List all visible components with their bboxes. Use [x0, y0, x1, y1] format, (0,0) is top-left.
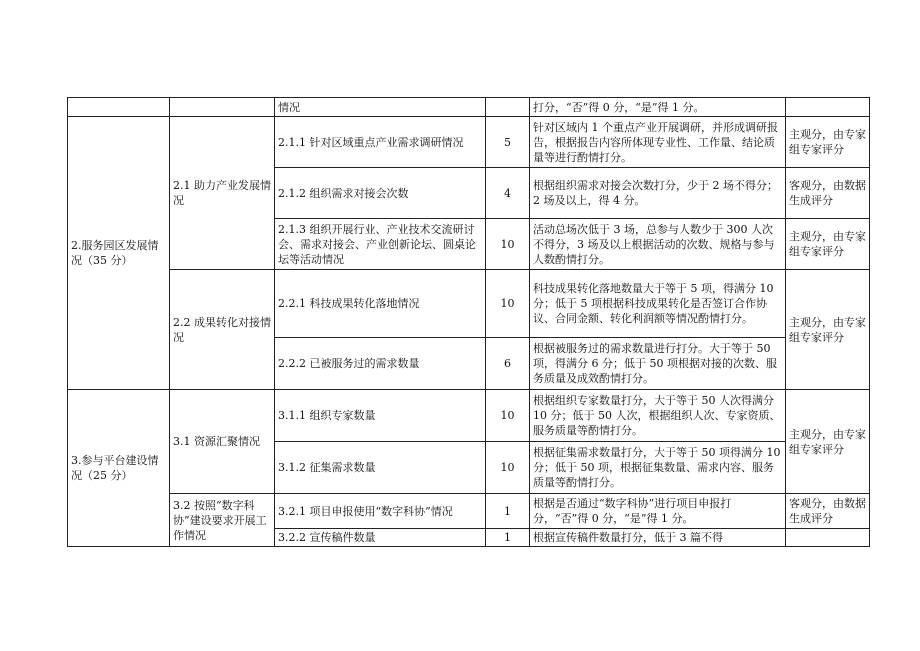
- item-cell: 2.1.3 组织开展行业、产业技术交流研讨会、需求对接会、产业创新论坛、圆桌论坛等活动情况: [275, 219, 486, 270]
- score-cell: [486, 98, 530, 117]
- item-cell: 2.2.1 科技成果转化落地情况: [275, 270, 486, 338]
- criteria-cell: 根据组织需求对接会次数打分，少于 2 场不得分；2 场及以上，得 4 分。: [530, 168, 786, 219]
- score-cell: 1: [486, 494, 530, 529]
- category-cell: 2.服务园区发展情况（35 分）: [68, 117, 170, 390]
- method-cell: 主观分，由专家组专家评分: [786, 219, 870, 270]
- method-cell: 主观分，由专家组专家评分: [786, 117, 870, 168]
- item-cell: 3.2.2 宣传稿件数量: [275, 529, 486, 547]
- criteria-cell: 根据征集需求数量打分，大于等于 50 项得满分 10 分；低于 50 项，根据征集数量、需求内容、服务质量等酌情打分。: [530, 442, 786, 494]
- subcategory-cell: 2.1 助力产业发展情况: [170, 117, 275, 270]
- category-cell: 3.参与平台建设情况（25 分）: [68, 390, 170, 547]
- score-cell: 10: [486, 219, 530, 270]
- method-cell: [786, 98, 870, 117]
- score-cell: 1: [486, 529, 530, 547]
- item-cell: 2.1.2 组织需求对接会次数: [275, 168, 486, 219]
- method-cell: 主观分，由专家组专家评分: [786, 390, 870, 494]
- table-row: [68, 270, 870, 338]
- table-row: [68, 390, 870, 442]
- criteria-cell: 根据宣传稿件数量打分，低于 3 篇不得: [530, 529, 786, 547]
- subcategory-cell: 3.1 资源汇聚情况: [170, 390, 275, 494]
- criteria-cell: 打分，“否”得 0 分，“是”得 1 分。: [530, 98, 786, 117]
- criteria-cell: 针对区域内 1 个重点产业开展调研，并形成调研报告，根据报告内容所体现专业性、工作量、结论质量等进行酌情打分。: [530, 117, 786, 168]
- subcategory-cell: 2.2 成果转化对接情况: [170, 270, 275, 390]
- criteria-cell: 根据组织专家数量打分，大于等于 50 人次得满分 10 分；低于 50 人次，根据组织人次、专家资质、服务质量等酌情打分。: [530, 390, 786, 442]
- score-cell: 5: [486, 117, 530, 168]
- table-row: [68, 494, 870, 529]
- category-cell: [68, 98, 170, 117]
- method-cell: 客观分，由数据生成评分: [786, 494, 870, 529]
- evaluation-table: [67, 97, 870, 547]
- item-cell: 情况: [275, 98, 486, 117]
- score-cell: 6: [486, 338, 530, 390]
- item-cell: 2.2.2 已被服务过的需求数量: [275, 338, 486, 390]
- method-cell: [786, 529, 870, 547]
- subcategory-cell: 3.2 按照“数字科协”建设要求开展工作情况: [170, 494, 275, 547]
- item-cell: 3.2.1 项目申报使用“数字科协”情况: [275, 494, 486, 529]
- subcategory-cell: [170, 98, 275, 117]
- criteria-cell: 根据是否通过“数字科协”进行项目申报打分，“否”得 0 分，“是”得 1 分。: [530, 494, 786, 529]
- method-cell: 客观分，由数据生成评分: [786, 168, 870, 219]
- score-cell: 10: [486, 270, 530, 338]
- item-cell: 3.1.2 征集需求数量: [275, 442, 486, 494]
- table-row: [68, 98, 870, 117]
- criteria-cell: 根据被服务过的需求数量进行打分。大于等于 50 项，得满分 6 分；低于 50 项根据对接的次数、服务质量及成效酌情打分。: [530, 338, 786, 390]
- score-cell: 4: [486, 168, 530, 219]
- score-cell: 10: [486, 390, 530, 442]
- criteria-cell: 科技成果转化落地数量大于等于 5 项，得满分 10 分；低于 5 项根据科技成果转化是否签订合作协议、合同金额、转化利润额等情况酌情打分。: [530, 270, 786, 338]
- item-cell: 2.1.1 针对区域重点产业需求调研情况: [275, 117, 486, 168]
- criteria-cell: 活动总场次低于 3 场，总参与人数少于 300 人次不得分，3 场及以上根据活动的次数、规格与参与人数酌情打分。: [530, 219, 786, 270]
- score-cell: 10: [486, 442, 530, 494]
- item-cell: 3.1.1 组织专家数量: [275, 390, 486, 442]
- table-row: [68, 117, 870, 168]
- method-cell: 主观分，由专家组专家评分: [786, 270, 870, 390]
